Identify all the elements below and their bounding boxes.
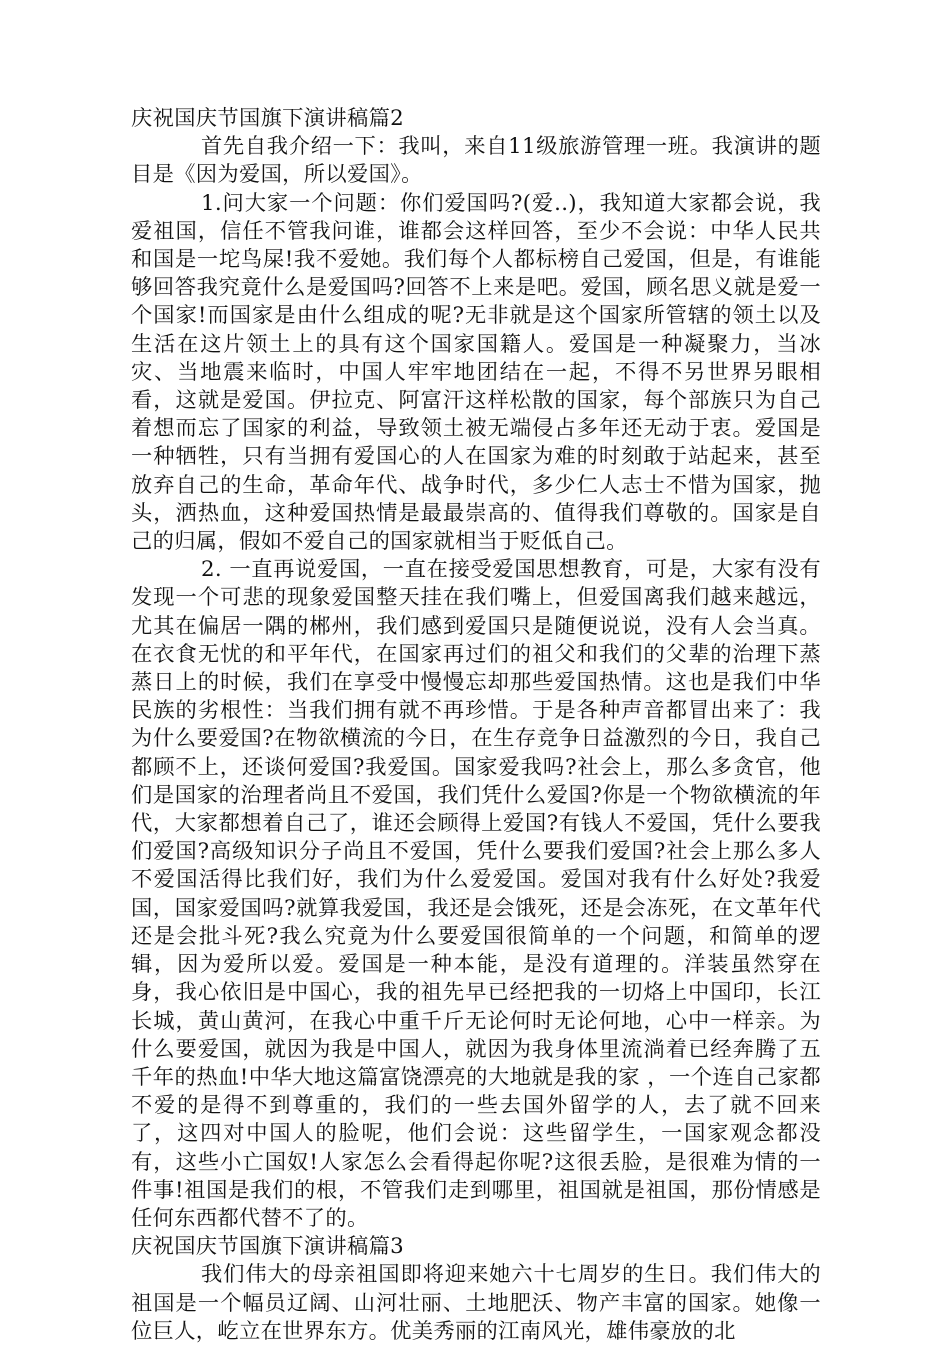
section-2-paragraph-2: 2. 一直再说爱国，一直在接受爱国思想教育，可是，大家有没有发现一个可悲的现象爱国整天挂在我们嘴上，但爱国离我们越来越远，尤其在偏居一隅的郴州，我们感到爱国只是随便说说，没有人会当真。在衣食无忧的和平年代，在国家再过们的祖父和我们的父辈的治理下蒸蒸日上的时候，我们在享受中慢慢忘却那些爱国热情。这也是我们中华民族的劣根性：当我们拥有就不再珍惜。于是各种声音都冒出来了：我为什么要爱国?在物欲横流的今日，在生存竞争日益激烈的今日，我自己都顾不上，还谈何爱国?我爱国。国家爱我吗?社会上，那么多贪官，他们是国家的治理者尚且不爱国，我们凭什么爱国?你是一个物欲横流的年代，大家都想着自己了，谁还会顾得上爱国?有钱人不爱国，凭什么要我们爱国?高级知识分子尚且不爱国，凭什么要我们爱国?社会上那么多人不爱国活得比我们好，我们为什么爱爱国。爱国对我有什么好处?我爱国，国家爱国吗?就算我爱国，我还是会饿死，还是会冻死，在文革年代还是会批斗死?我么究竟为什么要爱国很简单的一个问题，和简单的逻辑，因为爱所以爱。爱国是一种本能，是没有道理的。洋装虽然穿在身，我心依旧是中国心，我的祖先早已经把我的一切烙上中国印，长江长城，黄山黄河，在我心中重千斤无论何时无论何地，心中一样亲。为什么要爱国，就因为我是中国人，就因为我身体里流淌着已经奔腾了五千年的热血!中华大地这篇富饶漂亮的大地就是我的家 ，一个连自己家都不爱的是得不到尊重的，我们的一些去国外留学的人，去了就不回来了，这四对中国人的脸呢，他们会说：这些留学生，一国家观念都没有，这些小亡国奴!人家怎么会看得起你呢?这很丢脸，是很难为情的一件事!祖国是我们的根，不管我们走到哪里，祖国就是祖国，那份情感是任何东西都代替不了的。 xyxy=(131,557,821,1231)
section-2-paragraph-1: 1.问大家一个问题：你们爱国吗?(爱..)，我知道大家都会说，我爱祖国，信任不管我问谁，谁都会这样回答，至少不会说：中华人民共和国是一坨鸟屎!我不爱她。我们每个人都标榜自己爱国，但是，有谁能够回答我究竟什么是爱国吗?回答不上来是吧。爱国，顾名思义就是爱一个国家!而国家是由什么组成的呢?无非就是这个国家所管辖的领土以及生活在这片领土上的具有这个国家国籍人。爱国是一种凝聚力，当冰灾、当地震来临时，中国人牢牢地团结在一起，不得不另世界另眼相看，这就是爱国。伊拉克、阿富汗这样松散的国家，每个部族只为自己着想而忘了国家的利益，导致领土被无端侵占多年还无动于衷。爱国是一种牺牲，只有当拥有爱国心的人在国家为难的时刻敢于站起来，甚至放弃自己的生命，革命年代、战争时代，多少仁人志士不惜为国家，抛头，洒热血，这种爱国热情是最最崇高的、值得我们尊敬的。国家是自己的归属，假如不爱自己的国家就相当于贬低自己。 xyxy=(131,190,821,555)
section-3-paragraph-1: 我们伟大的母亲祖国即将迎来她六十七周岁的生日。我们伟大的祖国是一个幅员辽阔、山河壮丽、土地肥沃、物产丰富的国家。她像一位巨人，屹立在世界东方。优美秀丽的江南风光，雄伟豪放的北 xyxy=(131,1262,821,1344)
section-3-heading: 庆祝国庆节国旗下演讲稿篇3 xyxy=(131,1234,405,1260)
section-2-paragraph-intro: 首先自我介绍一下：我叫，来自11级旅游管理一班。我演讲的题目是《因为爱国，所以爱国》。 xyxy=(131,134,821,188)
section-2-heading: 庆祝国庆节国旗下演讲稿篇2 xyxy=(131,106,405,131)
document-page xyxy=(131,105,821,1346)
